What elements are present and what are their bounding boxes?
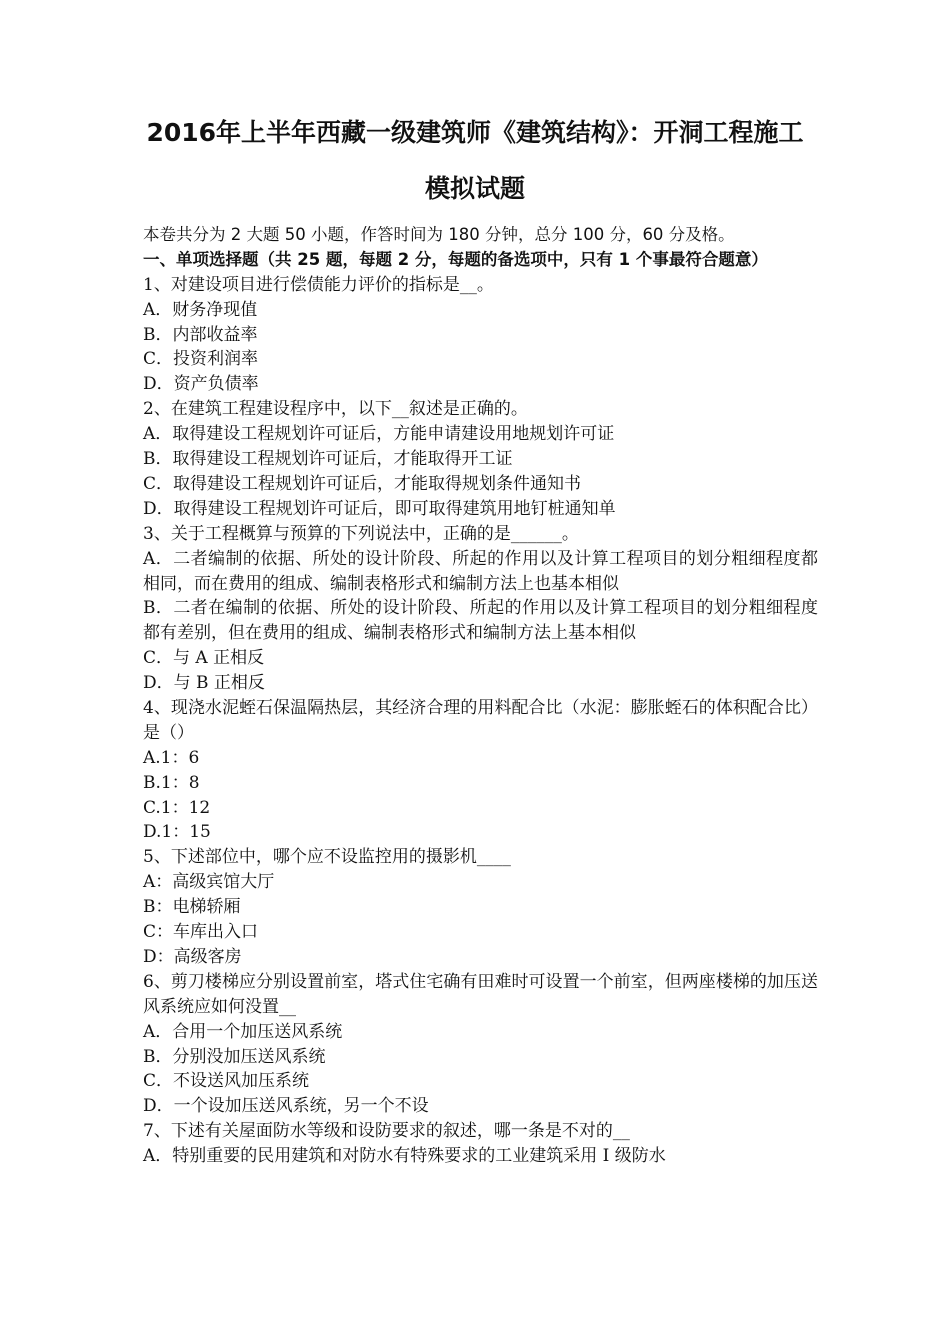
option-a: A．取得建设工程规划许可证后，方能申请建设用地规划许可证 bbox=[143, 424, 615, 445]
option-c: C．与 A 正相反 bbox=[143, 648, 265, 669]
option-b: B．内部收益率 bbox=[143, 324, 258, 345]
exam-summary: 本卷共分为 2 大题 50 小题，作答时间为 180 分钟，总分 100 分，60 分及格。 bbox=[143, 225, 735, 244]
question-stem: 4、现浇水泥蛭石保温隔热层，其经济合理的用料配合比（水泥：膨胀蛭石的体积配合比）是（） bbox=[143, 698, 818, 743]
question-1 bbox=[143, 273, 818, 397]
question-stem: 6、剪刀楼梯应分别设置前室，塔式住宅确有田难时可设置一个前室，但两座楼梯的加压送风系统应如何没置__ bbox=[143, 971, 818, 1017]
option-c: C．投资利润率 bbox=[143, 349, 259, 370]
option-a: A．财务净现值 bbox=[143, 299, 258, 320]
option-b: B：电梯轿厢 bbox=[143, 897, 241, 918]
question-stem: 5、下述部位中，哪个应不设监控用的摄影机____ bbox=[143, 847, 511, 868]
option-c: C：车库出入口 bbox=[143, 922, 259, 943]
option-c: C．不设送风加压系统 bbox=[143, 1071, 310, 1092]
question-6 bbox=[143, 970, 818, 1119]
option-c: C．取得建设工程规划许可证后，才能取得规划条件通知书 bbox=[143, 473, 582, 494]
option-a: A.1：6 bbox=[143, 747, 200, 768]
question-2 bbox=[143, 397, 818, 521]
question-3 bbox=[143, 522, 818, 696]
option-d: D．资产负债率 bbox=[143, 374, 259, 395]
option-d: D．一个设加压送风系统，另一个不设 bbox=[143, 1096, 429, 1117]
option-a: A．二者编制的依据、所处的设计阶段、所起的作用以及计算工程项目的划分粗细程度都相同，而在费用的组成、编制表格形式和编制方法上也基本相似 bbox=[143, 548, 818, 594]
option-b: B．取得建设工程规划许可证后，才能取得开工证 bbox=[143, 449, 513, 470]
question-stem: 3、关于工程概算与预算的下列说法中，正确的是______。 bbox=[143, 523, 579, 544]
question-4 bbox=[143, 696, 818, 845]
question-5 bbox=[143, 845, 818, 969]
option-a: A：高级宾馆大厅 bbox=[143, 872, 275, 893]
option-b: B．二者在编制的依据、所处的设计阶段、所起的作用以及计算工程项目的划分粗细程度都有差别，但在费用的组成、编制表格形式和编制方法上基本相似 bbox=[143, 598, 818, 644]
section-heading-single-choice: 一、单项选择题（共 25 题，每题 2 分，每题的备选项中，只有 1 个事最符合题意） bbox=[143, 249, 768, 269]
option-a: A．特别重要的民用建筑和对防水有特殊要求的工业建筑采用 I 级防水 bbox=[143, 1146, 666, 1167]
option-d: D．与 B 正相反 bbox=[143, 673, 265, 694]
document-title-line-2: 模拟试题 bbox=[424, 174, 525, 203]
question-7 bbox=[143, 1119, 818, 1169]
option-d: D．取得建设工程规划许可证后，即可取得建筑用地钉桩通知单 bbox=[143, 498, 616, 519]
option-a: A．合用一个加压送风系统 bbox=[143, 1021, 343, 1042]
option-b: B.1：8 bbox=[143, 772, 200, 793]
option-d: D：高级客房 bbox=[143, 946, 242, 967]
question-stem: 7、下述有关屋面防水等级和设防要求的叙述，哪一条是不对的__ bbox=[143, 1121, 630, 1142]
option-b: B．分别没加压送风系统 bbox=[143, 1046, 326, 1067]
question-stem: 1、对建设项目进行偿债能力评价的指标是__。 bbox=[143, 274, 494, 295]
document-body bbox=[143, 223, 818, 1169]
option-c: C.1：12 bbox=[143, 797, 211, 818]
option-d: D.1：15 bbox=[143, 822, 211, 843]
question-stem: 2、在建筑工程建设程序中，以下__叙述是正确的。 bbox=[143, 399, 528, 420]
document-title-line-1: 2016年上半年西藏一级建筑师《建筑结构》：开洞工程施工 bbox=[146, 118, 804, 147]
